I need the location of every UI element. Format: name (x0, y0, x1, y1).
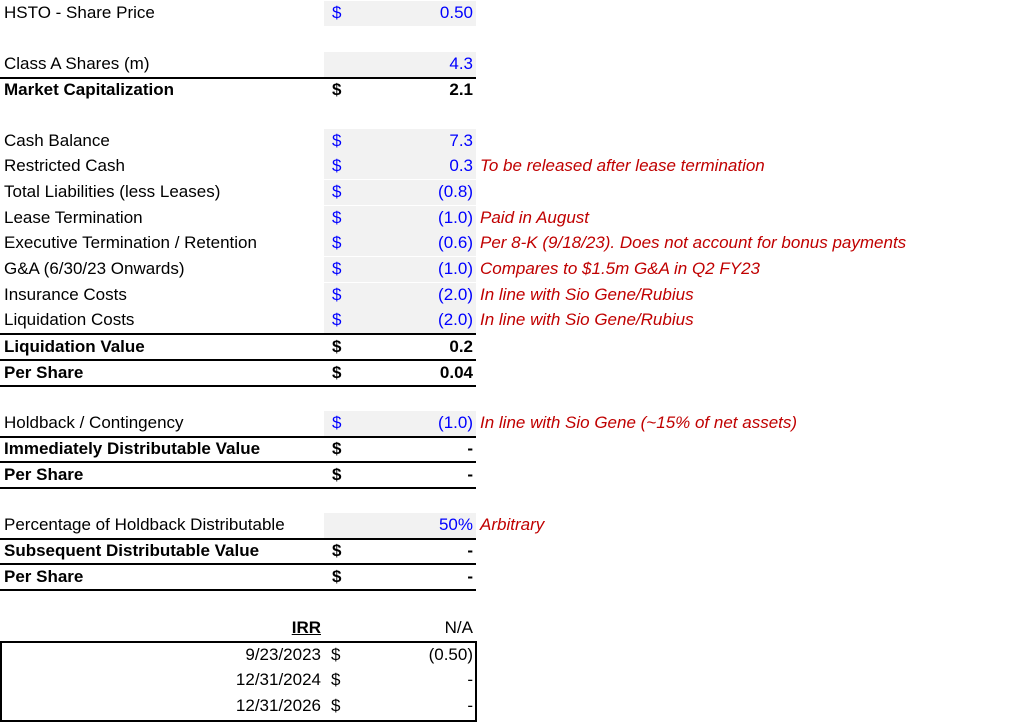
class-a-shares-value[interactable]: 4.3 (449, 54, 473, 73)
currency-symbol: $ (331, 670, 341, 689)
cash-balance-value[interactable]: 7.3 (449, 131, 473, 150)
currency-symbol: $ (332, 233, 342, 252)
irr-cashflow-value[interactable]: - (467, 696, 473, 715)
currency-symbol: $ (332, 363, 342, 382)
irr-cashflow-value[interactable]: - (467, 670, 473, 689)
currency-symbol: $ (332, 80, 342, 99)
insurance-costs-value[interactable]: (2.0) (438, 285, 473, 304)
liquidation-costs-value[interactable]: (2.0) (438, 310, 473, 329)
irr-date[interactable]: 9/23/2023 (245, 645, 321, 664)
executive-termination-note: Per 8-K (9/18/23). Does not account for bonus payments (480, 233, 907, 252)
share-price-row (0, 1, 1024, 26)
irr-cashflow-value[interactable]: (0.50) (428, 645, 473, 664)
cash-balance-label: Cash Balance (4, 131, 110, 150)
holdback-row (0, 411, 1024, 436)
liquidation-costs-row (0, 308, 1024, 333)
insurance-costs-label: Insurance Costs (4, 285, 127, 304)
ga-row (0, 257, 1024, 282)
immediately-distributable-label: Immediately Distributable Value (4, 439, 261, 458)
liquidation-value-label: Liquidation Value (4, 337, 145, 356)
insurance-costs-note: In line with Sio Gene/Rubius (480, 285, 694, 304)
per-share-value[interactable]: - (467, 465, 473, 484)
immediately-distributable-value[interactable]: - (467, 439, 473, 458)
per-share-row (0, 463, 1024, 488)
holdback-value[interactable]: (1.0) (438, 413, 473, 432)
share-price-value[interactable]: 0.50 (439, 3, 473, 22)
class-a-shares-row (0, 52, 1024, 77)
executive-termination-value[interactable]: (0.6) (438, 233, 473, 252)
per-share-value[interactable]: 0.04 (439, 363, 473, 382)
currency-symbol: $ (332, 3, 342, 22)
lease-termination-row (0, 206, 1024, 231)
market-cap-row (0, 78, 1024, 103)
market-cap-label: Market Capitalization (4, 80, 175, 99)
restricted-cash-label: Restricted Cash (4, 156, 125, 175)
immediately-distributable-row (0, 437, 1024, 462)
currency-symbol: $ (332, 465, 342, 484)
holdback-note: In line with Sio Gene (~15% of net assets) (480, 413, 798, 432)
currency-symbol: $ (332, 567, 342, 586)
row-border (0, 589, 476, 591)
currency-symbol: $ (332, 259, 342, 278)
subsequent-distributable-value[interactable]: - (467, 541, 473, 560)
executive-termination-row (0, 231, 1024, 256)
irr-date[interactable]: 12/31/2026 (235, 696, 321, 715)
currency-symbol: $ (332, 182, 342, 201)
percentage-holdback-note: Arbitrary (480, 515, 545, 534)
irr-value[interactable]: N/A (444, 618, 473, 637)
market-cap-value[interactable]: 2.1 (449, 80, 473, 99)
row-border (0, 487, 476, 489)
currency-symbol: $ (332, 156, 342, 175)
per-share-row (0, 361, 1024, 386)
share-price-label: HSTO - Share Price (4, 3, 155, 22)
subsequent-distributable-row (0, 539, 1024, 564)
liquidation-costs-label: Liquidation Costs (4, 310, 135, 329)
liquidation-value-value[interactable]: 0.2 (449, 337, 473, 356)
per-share-value[interactable]: - (467, 567, 473, 586)
restricted-cash-value[interactable]: 0.3 (449, 156, 473, 175)
total-liabilities-label: Total Liabilities (less Leases) (4, 182, 221, 201)
currency-symbol: $ (331, 645, 341, 664)
percentage-holdback-value[interactable]: 50% (438, 515, 473, 534)
irr-cashflow-row (0, 668, 1024, 693)
insurance-costs-row (0, 283, 1024, 308)
ga-value[interactable]: (1.0) (438, 259, 473, 278)
percentage-holdback-label: Percentage of Holdback Distributable (4, 515, 285, 534)
irr-label: IRR (291, 618, 321, 637)
holdback-label: Holdback / Contingency (4, 413, 184, 432)
currency-symbol: $ (332, 285, 342, 304)
currency-symbol: $ (332, 310, 342, 329)
per-share-label: Per Share (4, 567, 84, 586)
restricted-cash-note: To be released after lease termination (480, 156, 765, 175)
currency-symbol: $ (332, 413, 342, 432)
total-liabilities-value[interactable]: (0.8) (438, 182, 473, 201)
irr-cashflow-row (0, 643, 1024, 668)
liquidation-costs-note: In line with Sio Gene/Rubius (480, 310, 694, 329)
lease-termination-value[interactable]: (1.0) (438, 208, 473, 227)
per-share-row (0, 565, 1024, 590)
cash-balance-row (0, 129, 1024, 154)
irr-date[interactable]: 12/31/2024 (235, 670, 321, 689)
irr-cashflow-row (0, 694, 1024, 719)
ga-note: Compares to $1.5m G&A in Q2 FY23 (480, 259, 760, 278)
lease-termination-note: Paid in August (480, 208, 589, 227)
lease-termination-label: Lease Termination (4, 208, 143, 227)
ga-label: G&A (6/30/23 Onwards) (4, 259, 185, 278)
row-border (0, 385, 476, 387)
subsequent-distributable-label: Subsequent Distributable Value (4, 541, 260, 560)
class-a-shares-label: Class A Shares (m) (4, 54, 150, 73)
percentage-holdback-row (0, 513, 1024, 538)
currency-symbol: $ (331, 696, 341, 715)
executive-termination-label: Executive Termination / Retention (4, 233, 257, 252)
irr-header-row (0, 616, 1024, 641)
currency-symbol: $ (332, 131, 342, 150)
restricted-cash-row (0, 154, 1024, 179)
total-liabilities-row (0, 180, 1024, 205)
per-share-label: Per Share (4, 465, 84, 484)
currency-symbol: $ (332, 439, 342, 458)
currency-symbol: $ (332, 337, 342, 356)
currency-symbol: $ (332, 208, 342, 227)
per-share-label: Per Share (4, 363, 84, 382)
liquidation-value-row (0, 335, 1024, 360)
currency-symbol: $ (332, 541, 342, 560)
